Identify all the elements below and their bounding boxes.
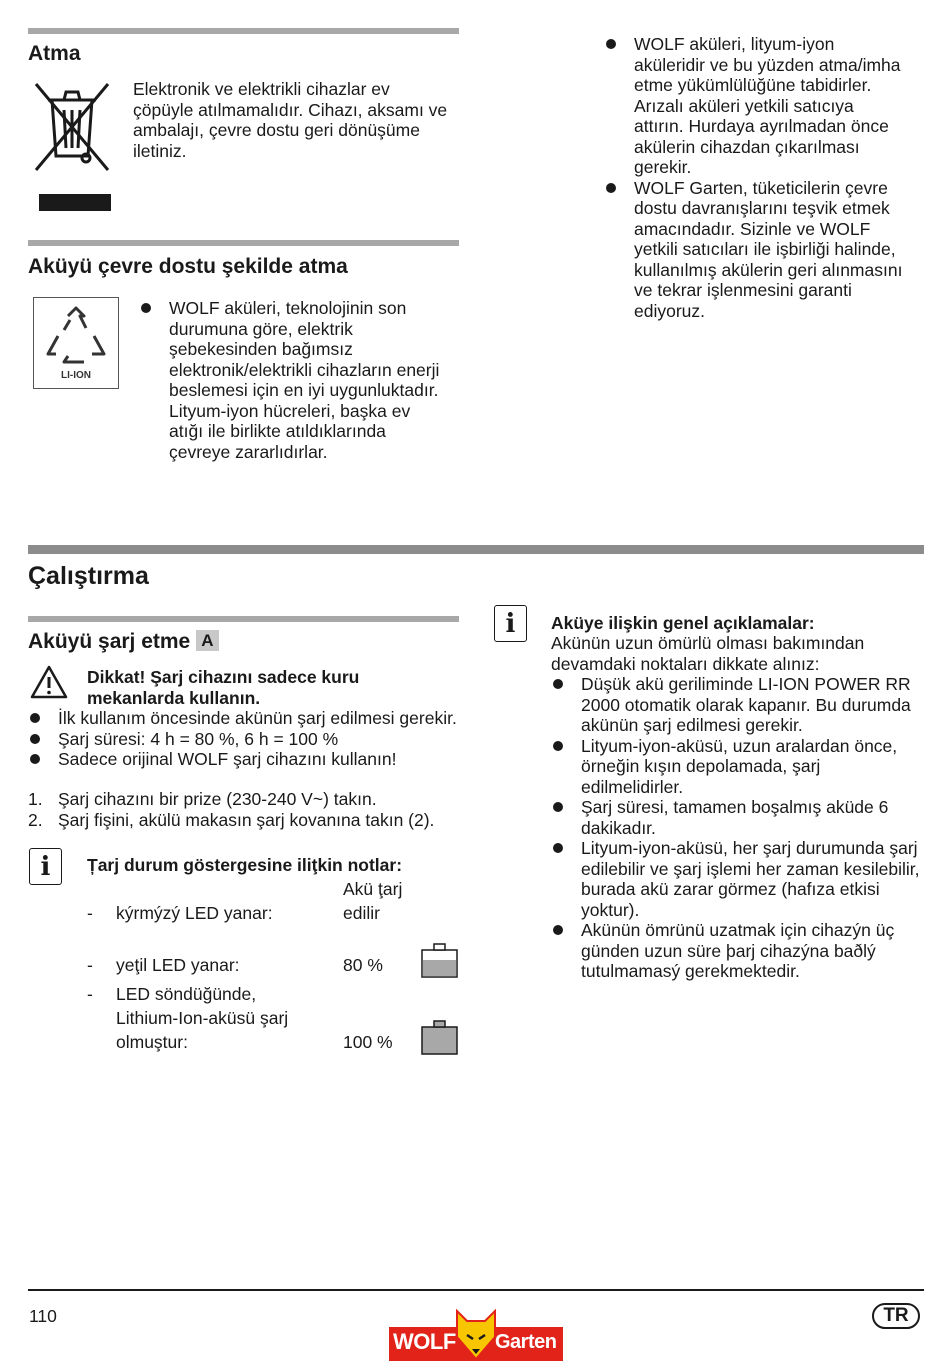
section-rule-atma xyxy=(28,28,459,34)
language-badge: TR xyxy=(872,1303,920,1329)
led-label: yeţil LED yanar: xyxy=(116,955,240,975)
led-value-top: Akü ţarj xyxy=(343,879,403,899)
step-number: 2. xyxy=(28,809,43,830)
list-item: Lityum-iyon-aküsü, uzun aralardan önce, örneğin kışın depolamada, şarj edilmelidirler. xyxy=(551,736,926,798)
charging-title: Aküyü şarj etme xyxy=(28,630,191,653)
section-rule-battery-disposal xyxy=(28,240,459,246)
list-item xyxy=(28,810,458,831)
step-number: 1. xyxy=(28,789,43,809)
led-dash: - xyxy=(87,984,93,1004)
list-item: Düşük akü geriliminde LI-ION POWER RR 2000 otomatik olarak kapanır. Bu durumda akünün şarj edilmesi gerekir. xyxy=(551,674,926,736)
wolf-garten-logo xyxy=(389,1307,563,1361)
led-dash: - xyxy=(87,955,93,975)
section-rule-operation xyxy=(28,545,924,554)
heading-charging xyxy=(28,630,219,654)
logo-text-right: Garten xyxy=(495,1331,557,1353)
general-notes-intro: Akünün uzun ömürlü olması bakımından devamdaki noktaları dikkate alınız: xyxy=(551,633,865,674)
led-value: 100 % xyxy=(343,1032,393,1052)
li-ion-label: LI-ION xyxy=(61,370,91,381)
footer-rule xyxy=(28,1289,924,1291)
led-dash: - xyxy=(87,903,93,923)
recycle-icon xyxy=(34,302,118,372)
charging-bullets xyxy=(28,708,458,770)
led-value: edilir xyxy=(343,903,380,923)
fox-head-icon xyxy=(453,1307,499,1361)
led-label: kýrmýzý LED yanar: xyxy=(116,903,273,923)
section-rule-charging xyxy=(28,616,459,622)
warning-icon xyxy=(29,664,69,700)
battery-full-icon xyxy=(421,1019,458,1055)
atma-text: Elektronik ve elektrikli cihazlar ev çöpüyle atılmamalıdır. Cihazı, aksamı ve ambalajı, çevre dostu geri dönüşüme iletiniz. xyxy=(133,79,448,161)
list-item: Lityum-iyon-aküsü, her şarj durumunda şarj edilebilir ve şarj işlemi her zaman kesilebilir, burada akü zarar görmez (hafıza etkisi yoktur). xyxy=(551,838,926,920)
figure-badge: A xyxy=(196,630,218,651)
heading-operation: Çalıştırma xyxy=(28,562,149,590)
list-item: Şarj süresi: 4 h = 80 %, 6 h = 100 % xyxy=(28,729,458,750)
warning-text: Dikkat! Şarj cihazını sadece kuru mekanlarda kullanın. xyxy=(87,667,360,708)
step-text: Şarj cihazını bir prize (230-240 V~) takın. xyxy=(58,789,377,809)
step-text: Şarj fişini, akülü makasın şarj kovanına takın (2). xyxy=(58,809,435,830)
general-notes-title: Aküye ilişkin genel açıklamalar: xyxy=(551,613,815,633)
logo-text-left: WOLF xyxy=(393,1329,456,1354)
list-item: Şarj süresi, tamamen boşalmış aküde 6 dakikadır. xyxy=(551,797,926,838)
list-item: İlk kullanım öncesinde akünün şarj edilmesi gerekir. xyxy=(28,708,458,729)
battery-disposal-bullets xyxy=(139,298,444,462)
list-item: Sadece orijinal WOLF şarj cihazını kullanın! xyxy=(28,749,458,770)
led-notes-title: Țarj durum göstergesine iliţkin notlar: xyxy=(87,855,403,875)
led-value: 80 % xyxy=(343,955,383,975)
list-item: WOLF Garten, tüketicilerin çevre dostu davranışlarını teşvik etmek amacındadır. Sizinle ve WOLF yetkili satıcıları ile işbirliği halinde, kullanılmış akülerin geri alınmasını ve tekrar işlenmesini garanti ediyoruz. xyxy=(604,178,904,322)
led-label-line: LED söndüğünde, xyxy=(116,984,257,1004)
crossed-bin-icon xyxy=(30,78,114,214)
general-notes-bullets xyxy=(551,674,926,982)
led-label-line: Lithium-Ion-aküsü şarj xyxy=(116,1008,289,1028)
heading-atma: Atma xyxy=(28,42,81,65)
list-item: Akünün ömrünü uzatmak için cihazýn üç günden uzun süre þarj cihazýna baðlý tutulmamasý gerekmektedir. xyxy=(551,920,926,982)
list-item xyxy=(28,789,458,810)
heading-battery-disposal: Aküyü çevre dostu şekilde atma xyxy=(28,255,348,278)
charging-steps xyxy=(28,789,458,830)
battery-disposal-right-bullets xyxy=(604,34,904,321)
li-ion-recycle-icon-box xyxy=(33,297,119,389)
battery-half-icon xyxy=(421,942,458,978)
list-item: WOLF aküleri, lityum-iyon aküleridir ve bu yüzden atma/imha etme yükümlülüğüne tabidirler. Arızalı aküleri yetkili satıcıya attırın. Hurdaya ayrılmadan önce akülerin cihazdan çıkarılması gerekir. xyxy=(604,34,904,178)
page-number: 110 xyxy=(29,1306,57,1326)
info-icon: i xyxy=(29,848,62,885)
list-item: WOLF aküleri, teknolojinin son durumuna göre, elektrik şebekesinden bağımsız elektronik/elektrikli cihazların enerji beslemesi için en iyi uygunluktadır. Lityum-iyon hücreleri, başka ev atığı ile birlikte atıldıklarında çevreye zararlıdırlar. xyxy=(139,298,444,462)
info-icon: i xyxy=(494,605,527,642)
led-label-line: olmuştur: xyxy=(116,1032,188,1052)
